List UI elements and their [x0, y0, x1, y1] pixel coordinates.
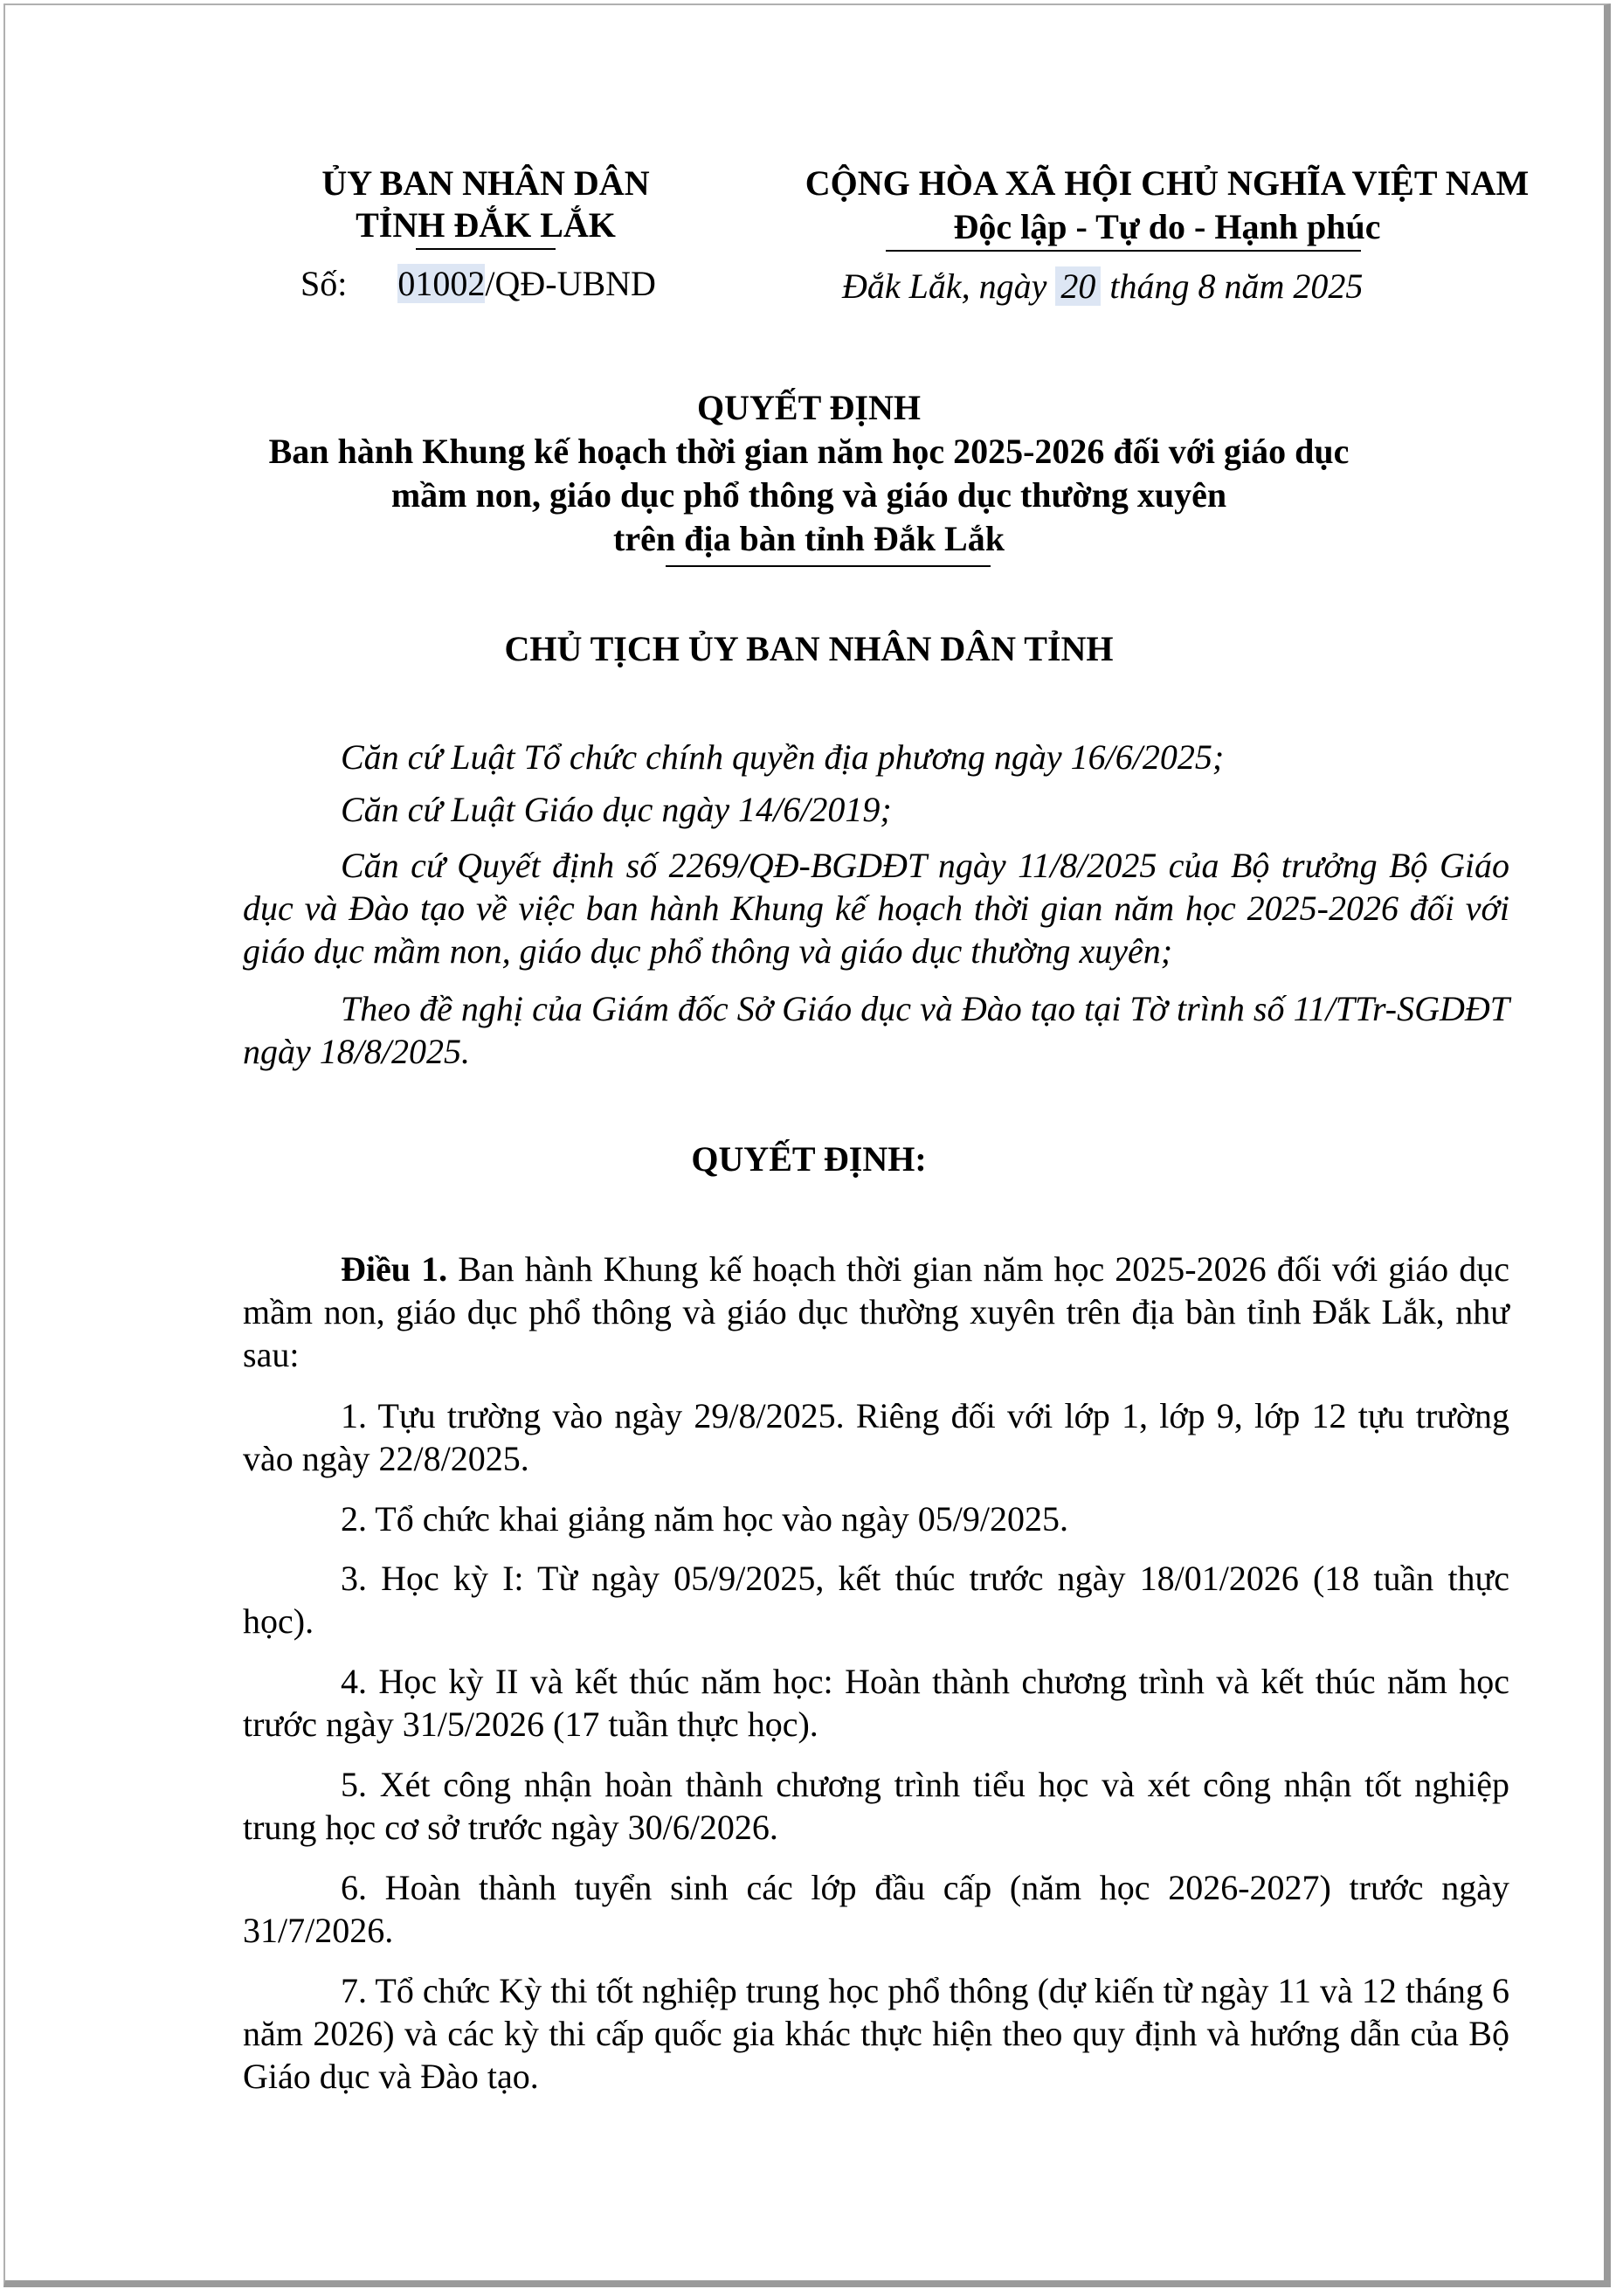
date-prefix: Đắk Lắk, ngày: [842, 266, 1047, 306]
article-1-text: Ban hành Khung kế hoạch thời gian năm học 2025-2026 đối với giáo dục mầm non, giáo dục phổ thông và giáo dục thường xuyên trên địa bàn tỉnh Đắk Lắk, như sau:: [243, 1249, 1510, 1374]
issuer-line-1: ỦY BAN NHÂN DÂN: [321, 163, 650, 203]
date-day: 20: [1055, 266, 1101, 306]
article-1: [243, 1248, 1509, 1376]
number-suffix: /QĐ-UBND: [485, 264, 656, 303]
title-underline: [666, 565, 991, 567]
item-2: 2. Tổ chức khai giảng năm học vào ngày 05/9/2025.: [341, 1499, 1068, 1539]
document-title-line-1: Ban hành Khung kế hoạch thời gian năm học 2025-2026 đối với giáo dục: [268, 432, 1350, 471]
motto-underline: [886, 250, 1361, 252]
country-name: CỘNG HÒA XÃ HỘI CHỦ NGHĨA VIỆT NAM: [805, 163, 1530, 203]
article-1-label: Điều 1.: [341, 1249, 448, 1289]
document-date: [842, 266, 1363, 308]
item-3: 3. Học kỳ I: Từ ngày 05/9/2025, kết thúc trước ngày 18/01/2026 (18 tuần thực học).: [243, 1559, 1509, 1641]
issuer-underline: [416, 248, 556, 250]
decision-heading: QUYẾT ĐỊNH:: [691, 1139, 927, 1179]
item-6: 6. Hoàn thành tuyển sinh các lớp đầu cấp (năm học 2026-2027) trước ngày 31/7/2026.: [243, 1868, 1509, 1950]
document-title-line-2: mầm non, giáo dục phổ thông và giáo dục thường xuyên: [390, 475, 1227, 515]
preamble-1: Căn cứ Luật Tổ chức chính quyền địa phương ngày 16/6/2025;: [341, 737, 1225, 777]
date-suffix: tháng 8 năm 2025: [1109, 266, 1364, 306]
item-4: 4. Học kỳ II và kết thúc năm học: Hoàn thành chương trình và kết thúc năm học trước ngày 31/5/2026 (17 tuần thực học).: [243, 1662, 1509, 1744]
motto: Độc lập - Tự do - Hạnh phúc: [953, 207, 1381, 246]
preamble-3: Căn cứ Quyết định số 2269/QĐ-BGDĐT ngày 11/8/2025 của Bộ trưởng Bộ Giáo dục và Đào tạo về việc ban hành Khung kế hoạch thời gian năm học 2025-2026 đối với giáo dục mầm non, giáo dục phổ thông và giáo dục thường xuyên;: [243, 846, 1509, 971]
document-title-heading: QUYẾT ĐỊNH: [697, 388, 921, 427]
document-title-line-3: trên địa bàn tỉnh Đắk Lắk: [613, 519, 1005, 558]
item-7: 7. Tổ chức Kỳ thi tốt nghiệp trung học phổ thông (dự kiến từ ngày 11 và 12 tháng 6 năm 2026) và các kỳ thi cấp quốc gia khác thực hiện theo quy định và hướng dẫn của Bộ Giáo dục và Đào tạo.: [243, 1971, 1509, 2096]
document-number: [300, 263, 656, 305]
item-5: 5. Xét công nhận hoàn thành chương trình tiểu học và xét công nhận tốt nghiệp trung học cơ sở trước ngày 30/6/2026.: [243, 1765, 1509, 1847]
number-value: 01002: [397, 264, 486, 303]
document-page: [3, 3, 1611, 2287]
preamble-4: Theo đề nghị của Giám đốc Sở Giáo dục và Đào tạo tại Tờ trình số 11/TTr-SGDĐT ngày 18/8/2025.: [243, 989, 1509, 1071]
authority-heading: CHỦ TỊCH ỦY BAN NHÂN DÂN TỈNH: [504, 629, 1114, 668]
preamble-2: Căn cứ Luật Giáo dục ngày 14/6/2019;: [341, 790, 892, 829]
number-label: Số:: [300, 264, 348, 303]
item-1: 1. Tựu trường vào ngày 29/8/2025. Riêng đối với lớp 1, lớp 9, lớp 12 tựu trường vào ngày 22/8/2025.: [243, 1396, 1509, 1478]
issuer-line-2: TỈNH ĐẮK LẮK: [356, 205, 616, 245]
